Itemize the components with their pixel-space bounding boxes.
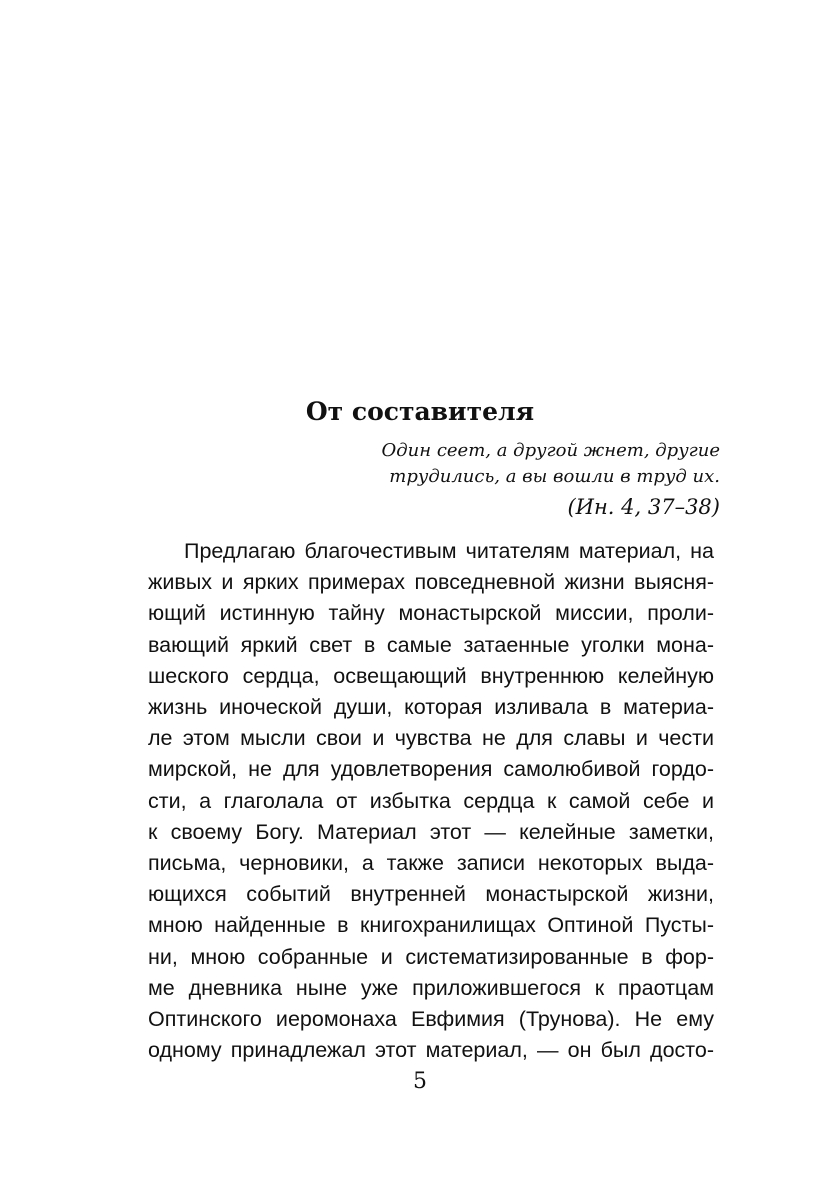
body-line: Предлагаю благочестивым читателям материал, на xyxy=(184,539,714,563)
body-line: живых и ярких примерах повседневной жизни выясня- xyxy=(148,570,714,595)
epigraph xyxy=(381,438,720,522)
body-line: Оптинского иеромонаха Евфимия (Трунова). Не ему xyxy=(148,1007,714,1032)
epigraph-reference: (Ин. 4, 37–38) xyxy=(567,495,720,519)
body-line: ле этом мысли свои и чувства не для славы и чести xyxy=(148,726,714,751)
body-line: шеского сердца, освещающий внутреннюю келейную xyxy=(148,663,714,688)
section-title: От составителя xyxy=(305,397,535,426)
body-line: сти, а глаголала от избытка сердца к самой себе и xyxy=(148,788,714,813)
epigraph-line: Один сеет, а другой жнет, другие xyxy=(381,440,720,461)
body-line: жизнь иноческой души, которая изливала в материа- xyxy=(148,695,714,720)
epigraph-line: трудились, а вы вошли в труд их. xyxy=(389,466,720,487)
body-line: ме дневника ныне уже приложившегося к праотцам xyxy=(148,975,714,1000)
body-paragraph xyxy=(148,536,714,1066)
body-line: мною найденные в книгохранилищах Оптиной Пусты- xyxy=(148,913,714,938)
body-line: письма, черновики, а также записи некоторых выда- xyxy=(148,851,714,876)
page-number: 5 xyxy=(413,1069,427,1094)
body-line: ни, мною собранные и систематизированные в фор- xyxy=(148,944,714,969)
body-line: ющихся событий внутренней монастырской жизни, xyxy=(148,882,714,907)
body-line: вающий яркий свет в самые затаенные уголки мона- xyxy=(148,632,714,657)
body-line: одному принадлежал этот материал, — он был досто- xyxy=(148,1038,714,1063)
body-line: мирской, не для удовлетворения самолюбивой гордо- xyxy=(148,757,714,782)
body-line: к своему Богу. Материал этот — келейные заметки, xyxy=(148,819,714,844)
body-line: ющий истинную тайну монастырской миссии, проли- xyxy=(148,601,714,626)
